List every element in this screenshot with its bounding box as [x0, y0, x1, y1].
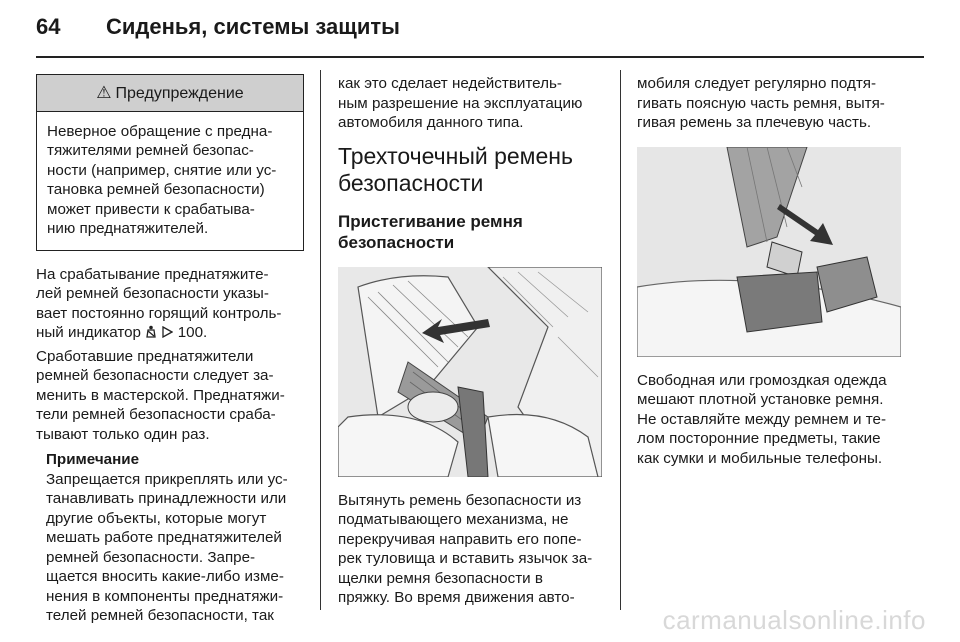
page-header	[36, 14, 400, 40]
warning-line: тяжителями ремней безопас-	[47, 142, 254, 159]
warning-title: Предупреждение	[115, 85, 244, 102]
warning-text	[37, 112, 303, 250]
page-title: Сиденья, системы защиты	[106, 14, 400, 39]
page-reference-icon	[162, 326, 173, 338]
subsection-title: Пристегивание ремня безопасности	[338, 211, 523, 252]
warning-line: нию преднатяжителей.	[47, 220, 209, 237]
column-divider-1	[320, 70, 321, 610]
warning-line: ности (например, снятие или ус-	[47, 161, 277, 179]
page-number: 64	[36, 14, 61, 39]
column-divider-2	[620, 70, 621, 610]
watermark: carmanualsonline.info	[662, 605, 926, 635]
column-2	[338, 74, 606, 612]
paragraph-clothing: Свободная или громоздкая одежда мешают плотной установке ремня. Не оставляйте между ремнем и те- лом посторонние предметы, такие как сумки и мобильные телефоны.	[637, 371, 887, 467]
page-reference[interactable]: 100.	[177, 324, 208, 341]
paragraph-tighten: мобиля следует регулярно подтя- гивать поясную часть ремня, вытя- гивая ремень за плечевую часть.	[637, 75, 885, 131]
note-title: Примечание	[46, 451, 140, 468]
paragraph-indicator: На срабатывание преднатяжите- лей ремней безопасности указы- вает постоянно горящий контроль- ный индикатор 100.	[36, 265, 282, 341]
section-title: Трехточечный ремень безопасности	[338, 142, 573, 196]
warning-line: Неверное обращение с предна-	[47, 122, 273, 140]
warning-box	[36, 74, 304, 251]
paragraph-replace: Сработавшие преднатяжители ремней безопасности следует за- менить в мастерской. Преднатяжи- тели ремней безопасности сраба- тывают только один раз.	[36, 347, 285, 443]
header-rule	[36, 56, 924, 58]
warning-line: тановка ремней безопасности)	[47, 181, 265, 198]
pretensioner-indicator-icon	[145, 325, 158, 338]
seatbelt-fastening-illustration	[338, 267, 602, 477]
warning-triangle-icon: ⚠	[96, 83, 112, 102]
column-1	[36, 74, 304, 626]
paragraph-fastening: Вытянуть ремень безопасности из подматывающего механизма, не перекручивая направить его попе- рек туловища и вставить язычок за- щелки ремня безопасности в пряжку. Во время движения авто-	[338, 491, 593, 606]
paragraph-continuation: как это сделает недействитель- ным разрешение на эксплуатацию автомобиля данного типа.	[338, 75, 583, 131]
warning-line: может привести к срабатыва-	[47, 200, 255, 218]
note-block: Примечание Запрещается прикреплять или ус- танавливать принадлежности или другие объекты, которые могут мешать работе преднатяжителей ремней безопасности. Запре- щается вносить какие-либо изме- нения в компоненты преднатяжи- телей ремней безопасности, так	[36, 450, 304, 626]
seatbelt-buckle-illustration	[637, 147, 901, 357]
warning-header	[37, 75, 303, 112]
column-3	[637, 74, 927, 472]
